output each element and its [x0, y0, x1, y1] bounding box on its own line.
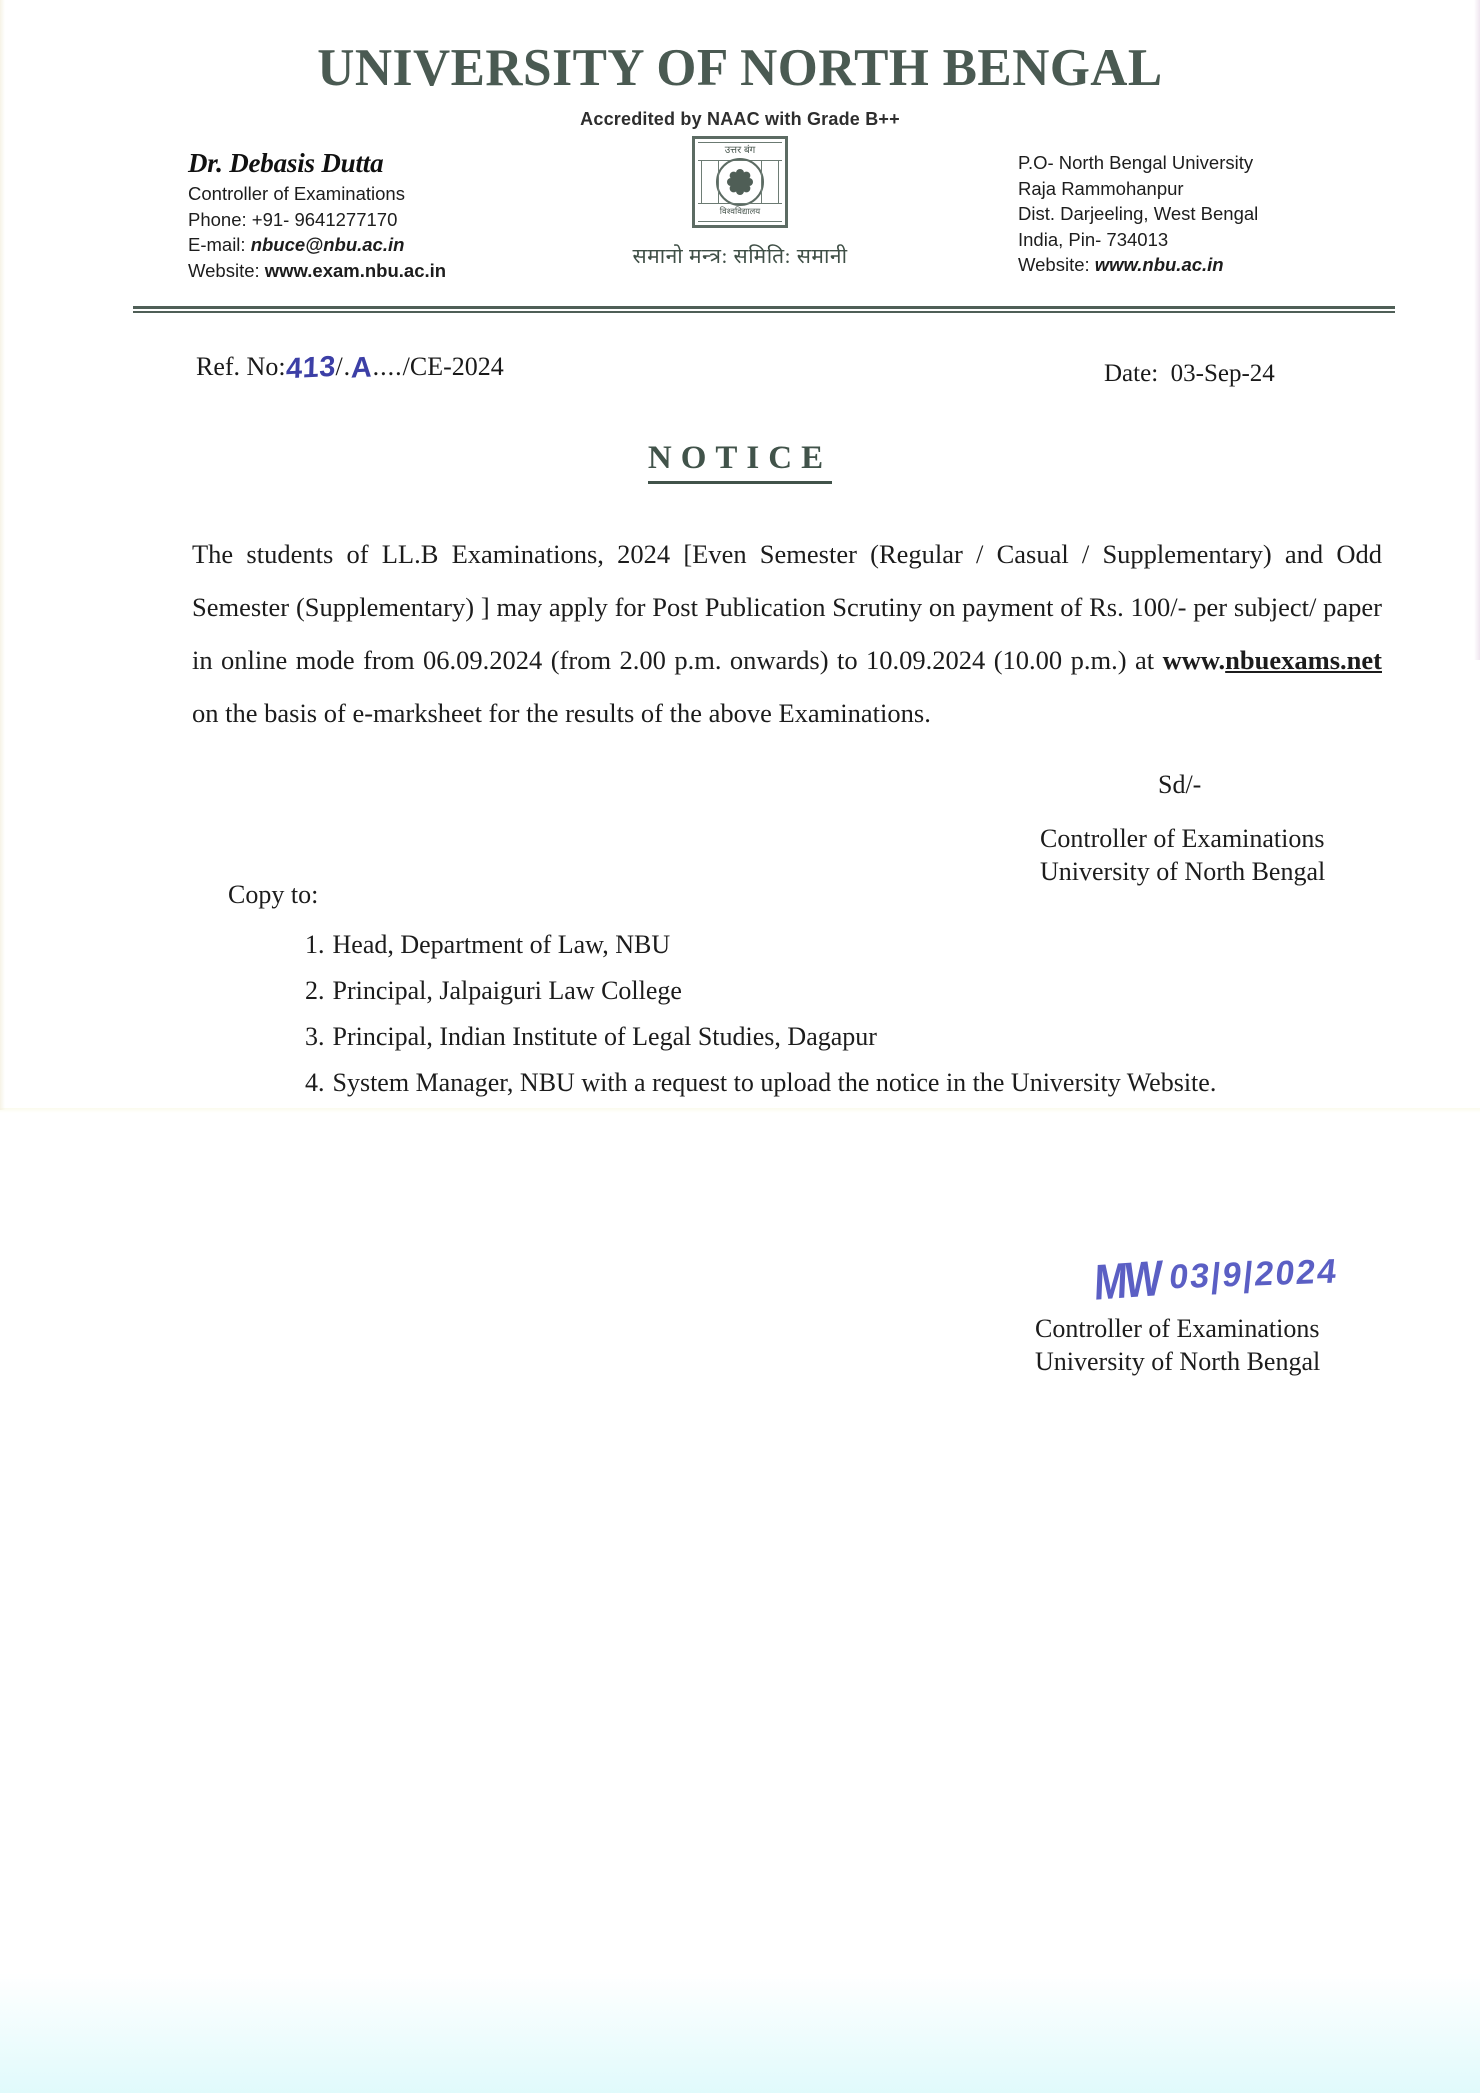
signature-block-bottom — [1035, 1312, 1320, 1379]
list-item — [305, 930, 1355, 960]
officer-name: Dr. Debasis Dutta — [188, 148, 384, 178]
list-item-text: Principal, Jalpaiguri Law College — [332, 976, 682, 1005]
handwritten-signature — [1093, 1245, 1341, 1312]
notice-url-domain[interactable]: nbuexams.net — [1225, 645, 1382, 675]
address-line-2: Raja Rammohanpur — [1018, 177, 1184, 199]
notice-body-paragraph — [192, 528, 1382, 740]
list-item — [305, 1068, 1355, 1098]
exam-website-value[interactable]: www.exam.nbu.ac.in — [264, 259, 447, 281]
header-divider-rule — [133, 306, 1395, 313]
emblem-pillar-right — [761, 161, 779, 203]
list-item-number: 1. — [305, 930, 325, 959]
scan-bottom-tint-artifact — [0, 1973, 1480, 2093]
date-value: 03-Sep-24 — [1170, 360, 1275, 387]
date-line — [1104, 360, 1275, 388]
emblem-top-text: उत्तर बंग — [698, 142, 782, 161]
accreditation-line: Accredited by NAAC with Grade B++ — [580, 109, 900, 129]
letterhead-right-address — [1018, 150, 1348, 278]
website-label: Website: — [188, 259, 260, 281]
list-item — [305, 1022, 1355, 1052]
reference-label: Ref. No: — [196, 352, 286, 381]
list-item-text: System Manager, NBU with a request to upload the notice in the University Website. — [332, 1068, 1217, 1097]
officer-designation: Controller of Examinations — [188, 183, 405, 205]
handwritten-signature-date: 03|9|2024 — [1167, 1252, 1341, 1297]
officer-email-row — [188, 232, 618, 258]
phone-label: Phone: — [188, 208, 247, 230]
list-item-text: Principal, Indian Institute of Legal Studies, Dagapur — [332, 1022, 877, 1051]
list-item — [305, 976, 1355, 1006]
letterhead-left-contact — [188, 148, 618, 283]
list-item-number: 4. — [305, 1068, 325, 1097]
date-label: Date: — [1104, 360, 1159, 387]
signature-top-institution: University of North Bengal — [1040, 857, 1326, 887]
copy-to-list — [305, 930, 1355, 1114]
university-website-label: Website: — [1018, 254, 1090, 276]
reference-separator-1: /. — [335, 352, 352, 381]
sd-marker: Sd/- — [1158, 770, 1202, 799]
notice-heading-text: NOTICE — [648, 440, 832, 484]
university-motto: समानो मन्त्र: समिति: समानी — [632, 244, 848, 268]
officer-website-row — [188, 258, 618, 284]
address-line-3: Dist. Darjeeling, West Bengal — [1018, 203, 1259, 225]
reference-suffix: /CE-2024 — [402, 352, 504, 381]
emblem-medallion — [716, 158, 764, 206]
notice-body-segment-2: on the basis of e-marksheet for the results of the above Examinations. — [192, 698, 931, 728]
emblem-inner — [699, 161, 781, 203]
university-emblem-icon — [692, 136, 788, 228]
phone-value: +91- 9641277170 — [251, 208, 398, 230]
reference-handwritten-letter: A — [350, 351, 374, 385]
address-line-1: P.O- North Bengal University — [1018, 152, 1254, 173]
signature-bottom-institution: University of North Bengal — [1035, 1347, 1321, 1377]
handwritten-signature-mark: MW — [1093, 1251, 1161, 1312]
list-item-text: Head, Department of Law, NBU — [332, 930, 671, 959]
reference-handwritten-number: 413 — [285, 350, 336, 386]
university-title: UNIVERSITY OF NORTH BENGAL — [317, 39, 1163, 97]
list-item-number: 2. — [305, 976, 325, 1005]
list-item-number: 3. — [305, 1022, 325, 1051]
signature-block-top — [1040, 822, 1325, 889]
notice-url-prefix: www. — [1162, 645, 1226, 675]
reference-number-line — [196, 352, 504, 385]
university-website-row — [1018, 252, 1348, 278]
copy-to-label: Copy to: — [228, 880, 319, 909]
email-label: E-mail: — [188, 234, 246, 256]
reference-dots: .... — [372, 352, 403, 381]
signature-bottom-designation: Controller of Examinations — [1035, 1314, 1320, 1343]
address-line-4: India, Pin- 734013 — [1018, 228, 1169, 250]
notice-heading — [0, 440, 1480, 477]
emblem-pillar-left — [701, 161, 719, 203]
university-website-value[interactable]: www.nbu.ac.in — [1094, 254, 1224, 276]
email-value[interactable]: nbuce@nbu.ac.in — [250, 234, 405, 256]
signature-top-designation: Controller of Examinations — [1040, 824, 1325, 853]
notice-body-segment-1: The students of LL.B Examinations, 2024 [Even Semester (Regular / Casual / Supplementary) and Odd Semester (Supplementary) ] may apply for Post Publication Scrutiny on payment of Rs. 100/- per subject/ paper in online mode from 06.09.2024 (from 2.00 p.m. onwards) to 10.09.2024 (10.00 p.m.) at — [192, 539, 1382, 675]
officer-phone-row — [188, 207, 618, 233]
emblem-floret-icon — [727, 169, 753, 195]
emblem-bottom-text: विश्वविद्यालय — [698, 203, 782, 222]
letterhead-columns — [0, 136, 1480, 286]
letterhead — [0, 0, 1480, 286]
